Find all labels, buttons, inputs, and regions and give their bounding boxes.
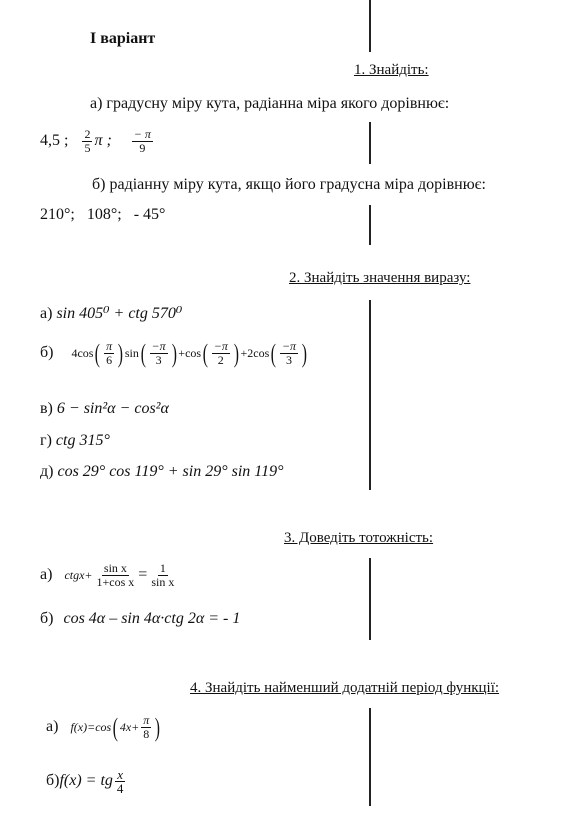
section-3-b: б) cos 4α – sin 4α·ctg 2α = - 1: [40, 610, 241, 627]
section-2-e: д) cos 29° cos 119° + sin 29° sin 119°: [40, 463, 284, 480]
divider-line: [369, 205, 371, 245]
page-title: І варіант: [90, 30, 156, 47]
section-2-a: а) sin 405⁰ + ctg 570⁰: [40, 305, 183, 322]
section-1-b-values: 210°; 108°; - 45°: [40, 206, 166, 223]
section-1-b-text: б) радіанну міру кута, якщо його градусна міра дорівнює:: [92, 176, 486, 193]
value: 4,5 ;: [40, 132, 69, 150]
section-1-a-text: а) градусну міру кута, радіанна міра якого дорівнює:: [90, 95, 450, 112]
fraction: $\frac{2}{5}$: [84, 127, 91, 155]
section-4-b: б)f(x) = tg $\frac{x}{4}$: [46, 767, 124, 796]
divider-line: [369, 558, 371, 640]
section-3-heading: 3. Доведіть тотожність:: [284, 530, 434, 546]
section-3-a: а) ctgx+ $\frac{\text{sin x}}{\text{1+cos x}}$ = $\frac{1}{\text{sin x}}$: [40, 561, 175, 589]
section-4-a: а) f(x)=cos( 4x+ $\frac{\pi}{8}$ ): [46, 712, 161, 742]
value: π ;: [94, 132, 112, 150]
section-2-b: б) 4cos( $\frac{\pi}{6}$ ) sin( $\frac{-\pi}{3}$ ) +cos( $\frac{-\pi}{2}$ ) +2cos( $\frac{-\pi}{3}$ ): [40, 338, 307, 368]
divider-line: [369, 0, 371, 52]
fraction: $\frac{- \pi}{9}$: [133, 127, 151, 155]
section-1-a-values: [40, 128, 155, 155]
divider-line: [369, 122, 371, 164]
section-2-c: в) 6 − sin²α − cos²α: [40, 400, 169, 417]
divider-line: [369, 708, 371, 806]
divider-line: [369, 300, 371, 490]
section-4-heading: 4. Знайдіть найменший додатній період функції:: [190, 680, 500, 696]
section-2-d: г) ctg 315°: [40, 432, 110, 449]
section-2-heading: 2. Знайдіть значення виразу:: [289, 270, 471, 286]
section-1-heading: 1. Знайдіть:: [354, 62, 429, 78]
